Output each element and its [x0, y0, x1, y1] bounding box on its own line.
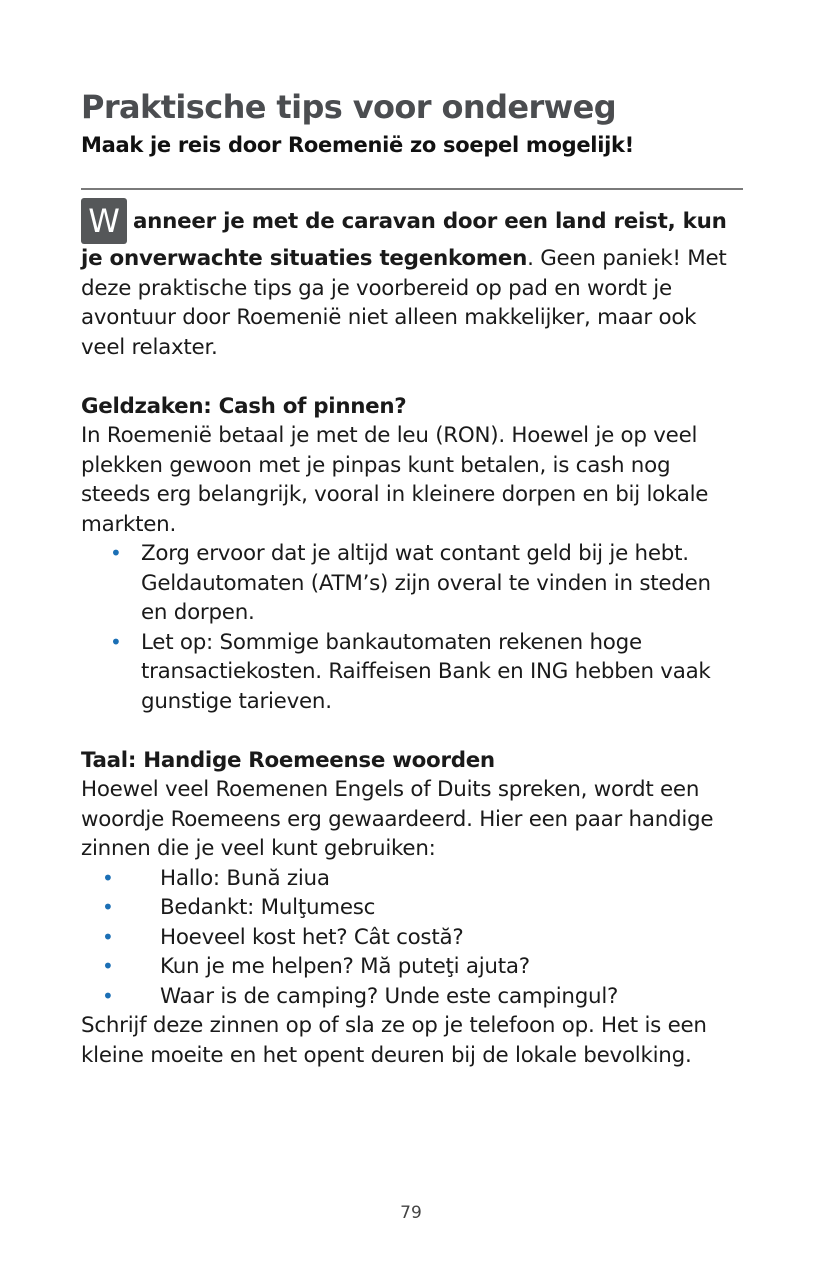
list-item: [81, 952, 743, 982]
bullet-dot-icon: •: [102, 924, 114, 949]
money-section: [81, 392, 743, 717]
list-item: [81, 628, 743, 717]
page-number: 79: [400, 1203, 422, 1223]
bullet-dot-icon: •: [110, 629, 122, 654]
phrase-text: Kun je me helpen? Mă puteţi ajuta?: [160, 954, 530, 979]
list-item: [81, 864, 743, 894]
money-heading: Geldzaken: Cash of pinnen?: [81, 393, 407, 419]
language-paragraph: Hoewel veel Roemenen Engels of Duits spreken, wordt een woordje Roemeens erg gewaardeerd. Hier een paar handige zinnen die je veel kunt gebruiken:: [81, 777, 714, 861]
page-content: [81, 84, 743, 1070]
money-paragraph: In Roemenië betaal je met de leu (RON). Hoewel je op veel plekken gewoon met je pinpas kunt betalen, is cash nog steeds erg belangrijk, vooral in kleinere dorpen en bij lokale markten.: [81, 423, 709, 537]
bullet-dot-icon: •: [102, 983, 114, 1008]
header-divider: [81, 188, 743, 190]
list-item: [81, 923, 743, 953]
bullet-dot-icon: •: [110, 541, 122, 565]
intro-paragraph: [81, 198, 743, 362]
phrase-text: Bedankt: Mulţumesc: [160, 895, 376, 920]
list-item: [81, 539, 743, 628]
intro-rest: . Geen paniek! Met deze praktische tips ga je voorbereid op pad en wordt je avontuur door Roemenië niet alleen makkelijker, maar ook veel relaxter.: [81, 246, 727, 360]
page-title: Praktische tips voor onderweg: [81, 88, 617, 126]
list-item-text: Let op: Sommige bankautomaten rekenen hoge transactiekosten. Raiffeisen Bank en ING hebben vaak gunstige tarieven.: [141, 629, 711, 714]
phrase-text: Hoeveel kost het? Cât costă?: [160, 924, 464, 950]
phrase-text: Waar is de camping? Unde este campingul?: [160, 983, 619, 1009]
list-item: [81, 982, 743, 1012]
language-section: [81, 746, 743, 1071]
money-bullet-list: [81, 539, 743, 716]
intro-lead: anneer je met de caravan door een land reist, kun je onverwachte situaties tegenkomen: [81, 209, 727, 271]
bullet-dot-icon: •: [102, 954, 114, 978]
dropcap-letter: W: [81, 198, 127, 244]
list-item: [81, 893, 743, 923]
bullet-dot-icon: •: [102, 865, 114, 890]
phrase-list: [81, 864, 743, 1012]
bullet-dot-icon: •: [102, 895, 114, 919]
page-subtitle: Maak je reis door Roemenië zo soepel mogelijk!: [81, 133, 634, 157]
language-heading: Taal: Handige Roemeense woorden: [81, 747, 495, 773]
phrase-text: Hallo: Bună ziua: [160, 865, 330, 891]
list-item-text: Zorg ervoor dat je altijd wat contant geld bij je hebt. Geldautomaten (ATM’s) zijn overal te vinden in steden en dorpen.: [141, 541, 711, 625]
language-closing: Schrijf deze zinnen op of sla ze op je telefoon op. Het is een kleine moeite en het opent deuren bij de lokale bevolking.: [81, 1013, 707, 1068]
